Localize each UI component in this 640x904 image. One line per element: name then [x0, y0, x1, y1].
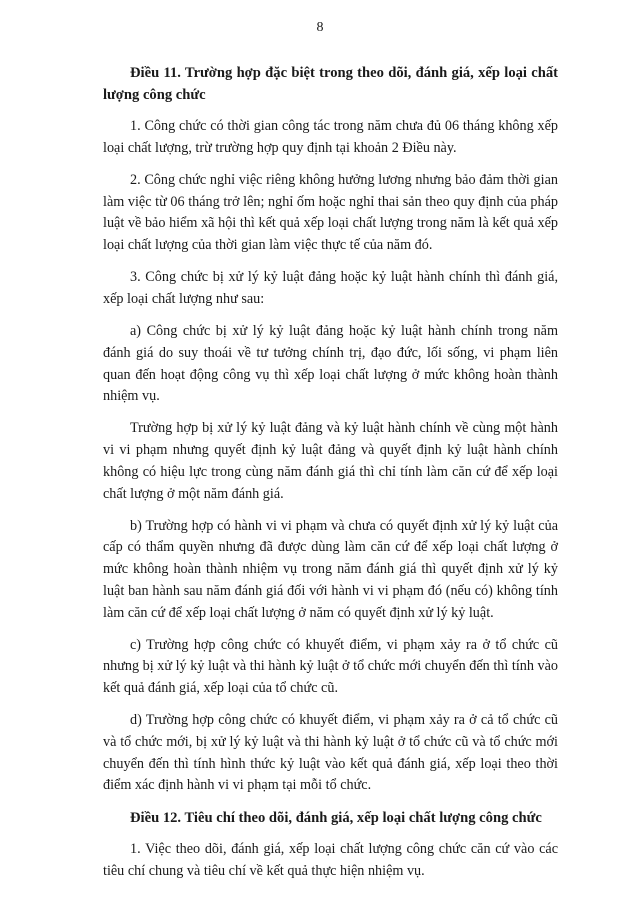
- article-11-clause-3c: c) Trường hợp công chức có khuyết điểm, vi phạm xảy ra ở tổ chức cũ nhưng bị xử lý kỷ luật và thi hành kỷ luật ở tổ chức mới chuyển đến thì tính vào kết quả đánh giá, xếp loại của tổ chức cũ.: [103, 636, 558, 697]
- article-11-clause-1: 1. Công chức có thời gian công tác trong năm chưa đủ 06 tháng không xếp loại chất lượng, trừ trường hợp quy định tại khoản 2 Điều này.: [103, 118, 558, 156]
- article-11-clause-3d: d) Trường hợp công chức có khuyết điểm, vi phạm xảy ra ở cả tổ chức cũ và tổ chức mới, bị xử lý kỷ luật và thi hành kỷ luật ở tổ chức cũ và tổ chức mới chuyển đến thì tính hình thức kỷ luật vào kết quả đánh giá, xếp loại theo thời điểm xác định hành vi vi phạm tại mỗi tổ chức.: [103, 712, 558, 794]
- article-11-clause-3a-case: Trường hợp bị xử lý kỷ luật đảng và kỷ luật hành chính về cùng một hành vi vi phạm nhưng quyết định kỷ luật đảng và quyết định kỷ luật hành chính không có hiệu lực trong cùng năm đánh giá thì chỉ tính làm căn cứ để xếp loại chất lượng ở một năm đánh giá.: [103, 420, 558, 502]
- page-number: 8: [316, 20, 324, 35]
- article-11-clause-3: 3. Công chức bị xử lý kỷ luật đảng hoặc kỷ luật hành chính thì đánh giá, xếp loại chất lượng như sau:: [103, 269, 558, 307]
- article-11-clause-2: 2. Công chức nghỉ việc riêng không hưởng lương nhưng bảo đảm thời gian làm việc từ 06 tháng trở lên; nghỉ ốm hoặc nghỉ thai sản theo quy định của pháp luật về bảo hiểm xã hội thì kết quả xếp loại chất lượng trong năm là kết quả xếp loại chất lượng của thời gian làm việc thực tế của năm đó.: [103, 171, 558, 254]
- article-11-clause-3a: a) Công chức bị xử lý kỷ luật đảng hoặc kỷ luật hành chính trong năm đánh giá do suy thoái về tư tưởng chính trị, đạo đức, lối sống, vi phạm liên quan đến hoạt động công vụ thì xếp loại chất lượng ở mức không hoàn thành nhiệm vụ.: [103, 323, 558, 405]
- page-content: [103, 63, 558, 893]
- article-11-heading: Điều 11. Trường hợp đặc biệt trong theo dõi, đánh giá, xếp loại chất lượng công chức: [103, 65, 558, 103]
- article-11-clause-3b: b) Trường hợp có hành vi vi phạm và chưa có quyết định xử lý kỷ luật của cấp có thẩm quyền nhưng đã được dùng làm căn cứ để xếp loại chất lượng ở mức không hoàn thành nhiệm vụ trong năm đánh giá thì quyết định xử lý kỷ luật ban hành sau năm đánh giá đối với hành vi vi phạm đó (nếu có) không tính làm căn cứ để xếp loại chất lượng ở năm có quyết định xử lý kỷ luật.: [103, 517, 558, 621]
- article-12-clause-1: 1. Việc theo dõi, đánh giá, xếp loại chất lượng công chức căn cứ vào các tiêu chí chung và tiêu chí về kết quả thực hiện nhiệm vụ.: [103, 841, 558, 879]
- article-12-heading: Điều 12. Tiêu chí theo dõi, đánh giá, xếp loại chất lượng công chức: [130, 809, 542, 826]
